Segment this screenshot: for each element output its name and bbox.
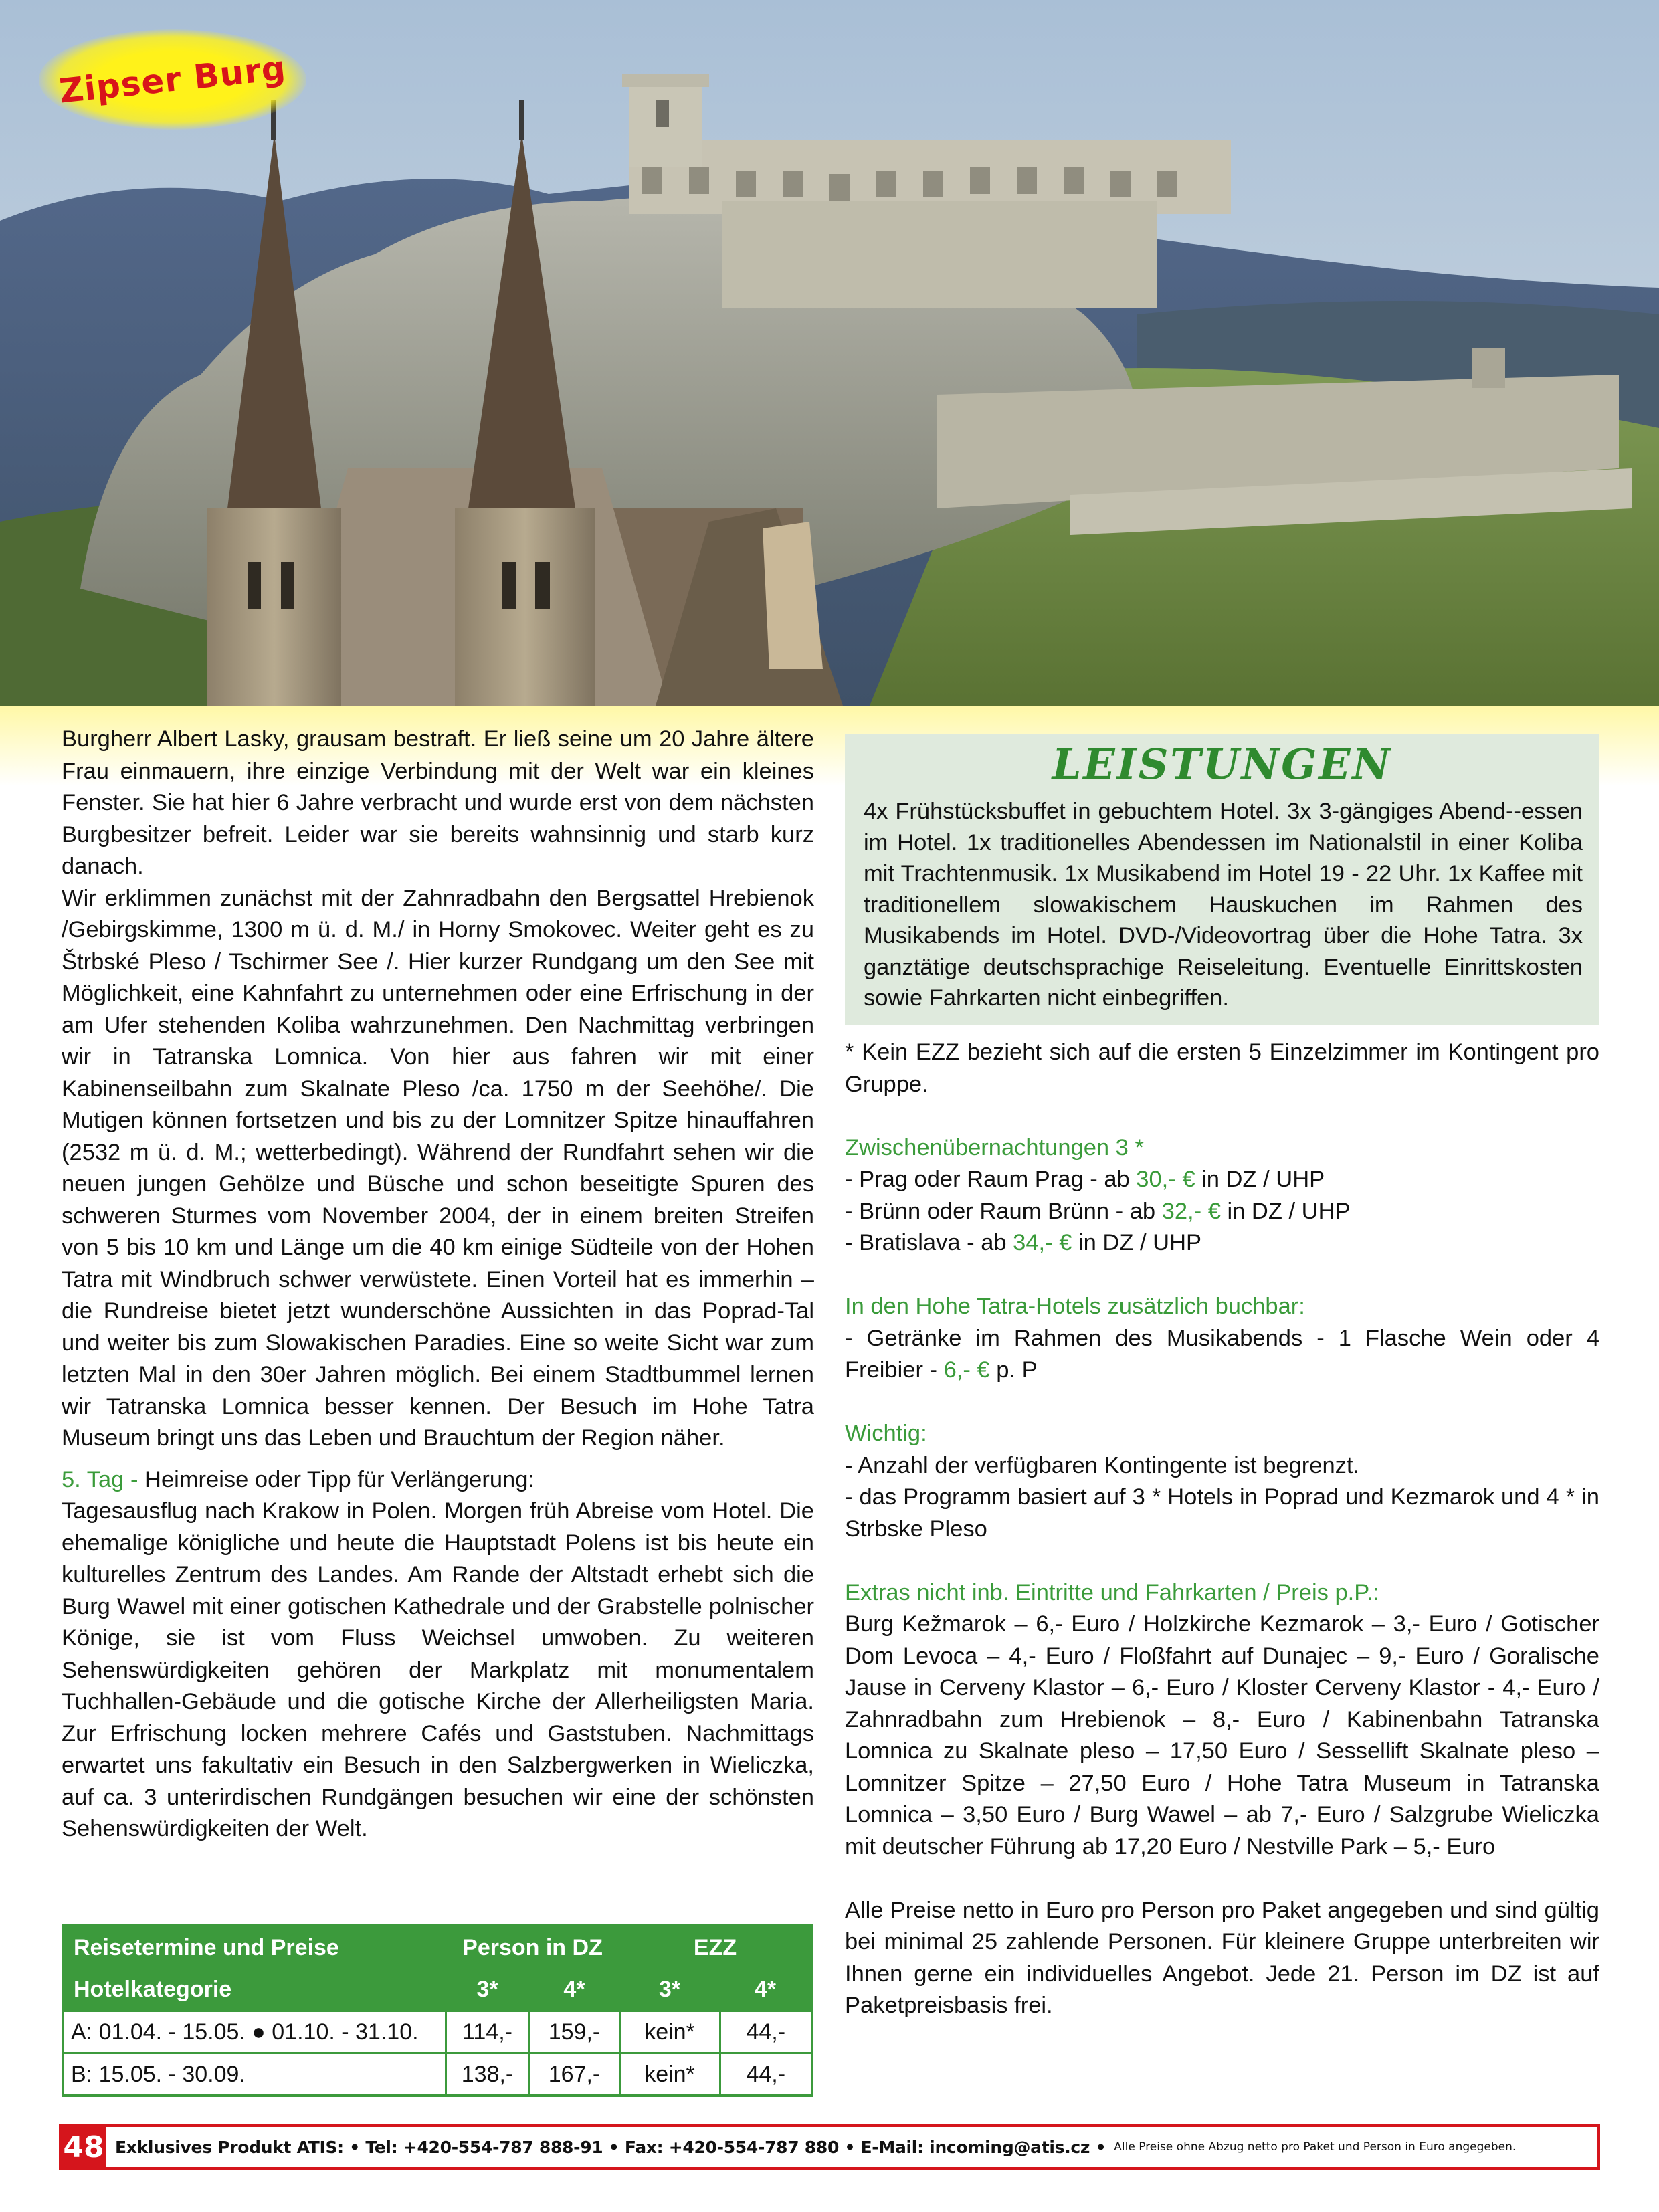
footer-bar <box>59 2124 1600 2170</box>
day5-paragraph: Tagesausflug nach Krakow in Polen. Morgen früh Abreise vom Hotel. Die ehemalige königliche und heute die Hauptstadt Polens ist bis heute ein kulturelles Zentrum des Landes. Am Rande der Altstadt erhebt sich die Burg Wawel mit einer gotischen Kathedrale und der Grabstelle polnischer Könige, sie ist vom Fluss Weichsel umwoben. Zu weiteren Sehenswürdigkeiten gehören der Markplatz mit monumentalem Tuchhallen-Gebäude und die gotische Kirche der Allerheiligsten Maria. Zur Erfrischung locken mehrere Cafés und Gaststuben. Nachmittags erwartet uns fakultativ ein Besuch in den Salzbergwerken in Wieliczka, auf ca. 3 unterirdischen Rundgängen besuchen wir eine der schönsten Sehenswürdigkeiten der Welt. <box>62 1498 814 1841</box>
extras-text: Burg Kežmarok – 6,- Euro / Holzkirche Kezmarok – 3,- Euro / Gotischer Dom Levoca – 4,- Euro / Floßfahrt auf Dunajec – 9,- Euro / Goralische Jause in Cerveny Klastor – 6,- Euro / Kloster Cerveny Klastor - 4,- Euro / Zahnradbahn zum Hrebienok – 8,- Euro / Kabinenbahn Tatranska Lomnica zu Skalnate pleso – 17,50 Euro / Sessellift Skalnate pleso – Lomnitzer Spitze – 27,50 Euro / Hohe Tatra Museum in Tatranska Lomnica – 3,50 Euro / Burg Wawel – ab 7,- Euro / Salzgrube Wieliczka mit deutscher Führung ab 17,20 Euro / Nestville Park – 5,- Euro <box>845 1611 1599 1859</box>
list-item: - Prag oder Raum Prag - ab 30,- € in DZ / UHP <box>845 1167 1325 1192</box>
closing-note: Alle Preise netto in Euro pro Person pro Paket angegeben und sind gültig bei minimal 25 zahlende Personen. Für kleinere Gruppe unterbreiten wir Ihnen gerne ein individuelles Angebot. Jede 21. Person im DZ ist auf Paketpreisbasis frei. <box>845 1897 1599 2018</box>
table-header-cell: Person in DZ <box>446 1927 619 1969</box>
left-column <box>62 724 814 1845</box>
footer-contact: Exklusives Produkt ATIS: • Tel: +420-554-787 888-91 • Fax: +420-554-787 880 • E-Mail: incoming@atis.cz • <box>115 2137 1106 2157</box>
table-cell: 138,- <box>446 2053 529 2095</box>
price-value: 34,- € <box>1013 1230 1072 1255</box>
list-item: - das Programm basiert auf 3 * Hotels in Poprad und Kezmarok und 4 * in Strbske Pleso <box>845 1484 1599 1542</box>
badge-title: Zipser Burg <box>57 48 288 111</box>
tour-paragraph: Wir erklimmen zunächst mit der Zahnradbahn den Bergsattel Hrebienok /Gebirgskimme, 1300 m ü. d. M./ in Horny Smokovec. Weiter geht es zu Štrbské Pleso / Tschirmer See /. Hier kurzer Rundgang um den See mit Möglichkeit, eine Kahnfahrt zu unternehmen oder eine Erfrischung in der am Ufer stehenden Koliba wahrzunehmen. Den Nachmittag verbringen wir in Tatranska Lomnica. Von hier aus fahren wir mit einer Kabinenseilbahn zum Skalnate Pleso /ca. 1750 m der Seehöhe/. Die Mutigen können fortsetzen und bis zu der Lomnitzer Spitze hinauffahren (2532 m ü. d. M.; wetterbedingt). Während der Rundfahrt sehen wir die neuen jungen Gehölze und Büsche und schon beseitigte Spuren des schweren Sturmes vom November 2004, der in einem breiten Streifen von 5 bis 10 km und Länge um die 40 km einige Südteile von der Hohen Tatra mit Windbruch schwer verwüstete. Einen Vorteil hat es immerhin – die Rundreise bietet jetzt wunderschöne Aussichten in das Poprad-Tal und weiter bis zum Slowakischen Paradies. Eine so weite Sicht war zum letzten Mal in den 30er Jahren möglich. Bei einem Stadtbummel lernen wir Tatranska Lomnica besser kennen. Der Besuch im Hohe Tatra Museum bringt uns das Leben und Brauchtum der Region näher. <box>62 885 814 1451</box>
day5-title: Heimreise oder Tipp für Verlängerung: <box>138 1466 535 1492</box>
list-item: - Bratislava - ab 34,- € in DZ / UHP <box>845 1230 1202 1255</box>
right-column <box>845 1037 1599 2022</box>
zwischen-heading: Zwischenübernachtungen 3 * <box>845 1134 1144 1161</box>
zusatz-heading: In den Hohe Tatra-Hotels zusätzlich buchbar: <box>845 1294 1305 1319</box>
leistungen-box <box>845 734 1599 1025</box>
ezz-note: * Kein EZZ bezieht sich auf die ersten 5 Einzelzimmer im Kontingent pro Gruppe. <box>845 1039 1599 1097</box>
table-header-cell: 4* <box>720 1969 811 2011</box>
day5-heading <box>62 1464 814 1496</box>
table-cell: 44,- <box>720 2053 811 2095</box>
list-item: - Brünn oder Raum Brünn - ab 32,- € in DZ / UHP <box>845 1198 1351 1224</box>
table-header-cell: 3* <box>446 1969 529 2011</box>
table-header-cell: 3* <box>619 1969 720 2011</box>
table-cell: A: 01.04. - 15.05. ● 01.10. - 31.10. <box>64 2011 446 2053</box>
table-row <box>64 2011 811 2053</box>
table-header-cell: 4* <box>529 1969 619 2011</box>
day5-label: 5. Tag - <box>62 1466 138 1492</box>
table-cell: 114,- <box>446 2011 529 2053</box>
table-cell: 44,- <box>720 2011 811 2053</box>
table-cell: B: 15.05. - 30.09. <box>64 2053 446 2095</box>
extras-heading: Extras nicht inb. Eintritte und Fahrkarten / Preis p.P.: <box>845 1579 1379 1605</box>
table-header-cell: Reisetermine und Preise <box>64 1927 446 1969</box>
price-value: 32,- € <box>1161 1198 1221 1224</box>
price-value: 30,- € <box>1136 1167 1195 1192</box>
intro-paragraph: Burgherr Albert Lasky, grausam bestraft. Er ließ seine um 20 Jahre ältere Frau einmauern, ihre einzige Verbindung mit der Welt war ein kleines Fenster. Sie hat hier 6 Jahre verbracht und wurde erst von dem nächsten Burgbesitzer befreit. Leider war sie bereits wahnsinnig und starb kurz danach. <box>62 726 814 879</box>
page-number: 48 <box>62 2127 106 2167</box>
leistungen-title: LEISTUNGEN <box>1052 740 1393 789</box>
table-row <box>64 2053 811 2095</box>
table-header-cell: EZZ <box>619 1927 811 1969</box>
wichtig-heading: Wichtig: <box>845 1421 927 1446</box>
table-cell: 167,- <box>529 2053 619 2095</box>
zusatz-text: - Getränke im Rahmen des Musikabends - 1 Flasche Wein oder 4 Freibier - 6,- € p. P <box>845 1325 1599 1383</box>
table-header-row <box>64 1927 811 1969</box>
footer-note: Alle Preise ohne Abzug netto pro Paket und Person in Euro angegeben. <box>1114 2140 1517 2154</box>
table-header-row <box>64 1969 811 2011</box>
table-cell: kein* <box>619 2011 720 2053</box>
price-table <box>62 1924 813 2097</box>
table-cell: kein* <box>619 2053 720 2095</box>
hero-photo <box>0 0 1659 706</box>
location-badge <box>39 29 306 130</box>
leistungen-text: 4x Frühstücksbuffet in gebuchtem Hotel. 3x 3-gängiges Abend--essen im Hotel. 1x traditionelles Abendessen im Nationalstil in einer Koliba mit Trachtenmusik. 1x Musikabend im Hotel 19 - 22 Uhr. 1x Kaffee mit traditionellem slowakischem Hauskuchen im Rahmen des Musikabends im Hotel. DVD-/Videovortrag über die Hohe Tatra. 3x ganztätige deutschsprachige Reiseleitung. Eventuelle Einrittskosten sowie Fahrkarten nicht einbegriffen. <box>864 799 1583 1011</box>
list-item: - Anzahl der verfügbaren Kontingente ist begrenzt. <box>845 1452 1360 1478</box>
table-header-cell: Hotelkategorie <box>64 1969 446 2011</box>
table-cell: 159,- <box>529 2011 619 2053</box>
price-value: 6,- € <box>943 1357 990 1383</box>
